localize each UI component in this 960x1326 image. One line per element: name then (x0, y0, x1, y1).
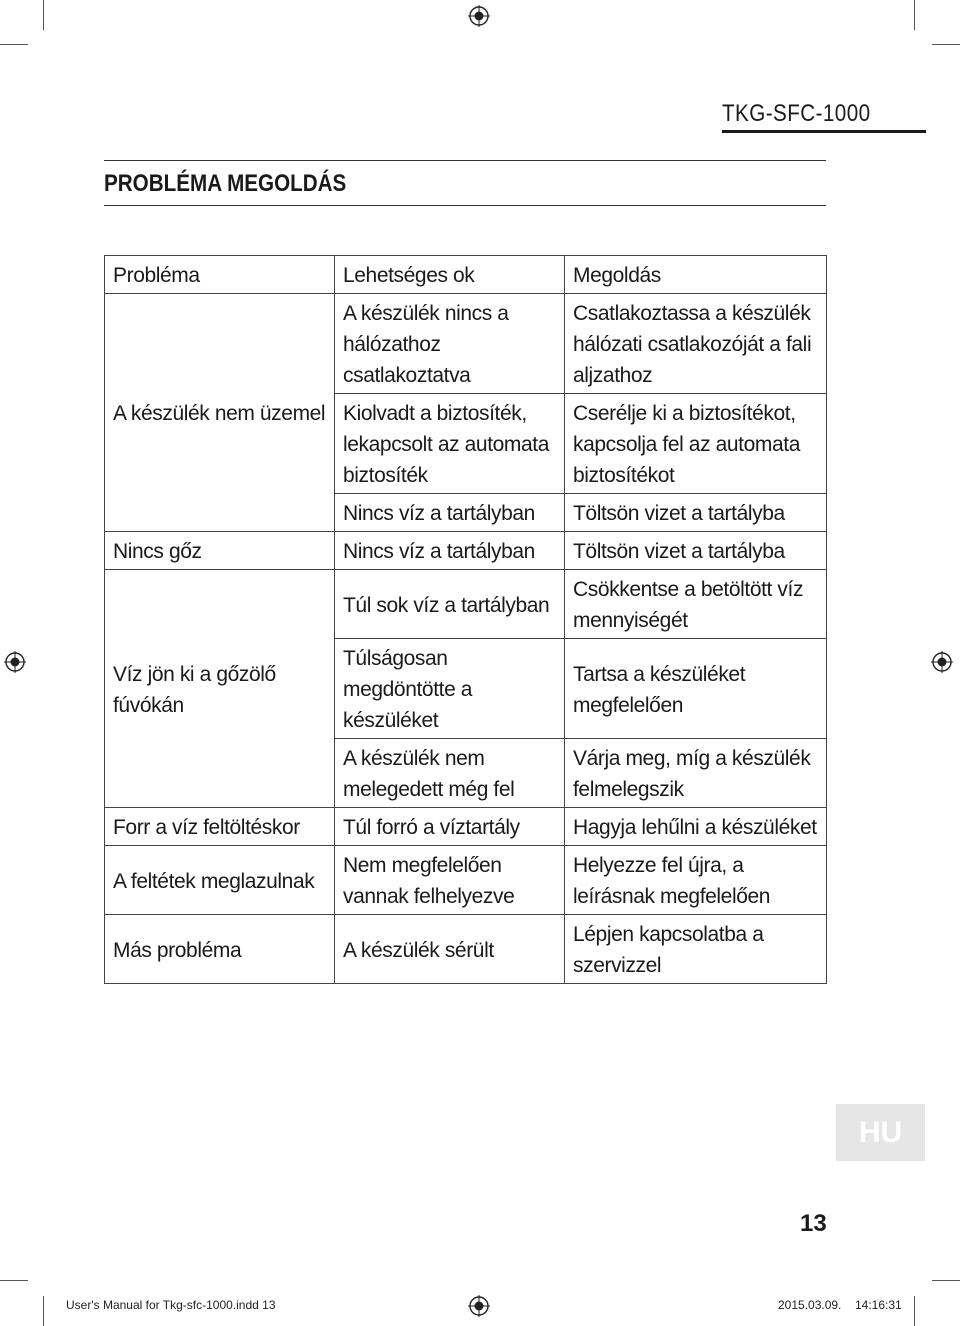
footer-file-name: User's Manual for Tkg-sfc-1000.indd 13 (66, 1298, 276, 1312)
registration-mark-right-icon (931, 651, 953, 673)
crop-mark-bottom-right-v (914, 1296, 915, 1326)
solution-cell: Cserélje ki a biztosítékot, kapcsolja fel az automata biztosítékot (565, 394, 827, 494)
language-tab: HU (836, 1104, 925, 1161)
cause-cell: A készülék nincs a hálózathoz csatlakoztatva (335, 294, 565, 394)
crop-mark-top-right-v (914, 0, 915, 30)
cause-cell: Nincs víz a tartályban (335, 532, 565, 570)
page-title: PROBLÉMA MEGOLDÁS (104, 170, 347, 197)
solution-cell: Várja meg, míg a készülék felmelegszik (565, 739, 827, 808)
solution-cell: Töltsön vizet a tartályba (565, 532, 827, 570)
table-row (105, 808, 827, 846)
footer-time: 14:16:31 (855, 1298, 902, 1312)
cause-cell: Túl forró a víztartály (335, 808, 565, 846)
problem-cell: A készülék nem üzemel (105, 294, 335, 532)
crop-mark-top-left-v (43, 0, 44, 30)
crop-mark-top-left-h (0, 44, 28, 45)
problem-cell: Víz jön ki a gőzölő fúvókán (105, 570, 335, 808)
table-row (105, 532, 827, 570)
cause-cell: Nincs víz a tartályban (335, 494, 565, 532)
solution-cell: Helyezze fel újra, a leírásnak megfelelően (565, 846, 827, 915)
crop-mark-bottom-left-h (0, 1280, 28, 1281)
table-header-row (105, 256, 827, 294)
crop-mark-top-right-h (932, 44, 960, 45)
cause-cell: Túl sok víz a tartályban (335, 570, 565, 639)
footer-date: 2015.03.09. (778, 1298, 842, 1312)
model-number: TKG-SFC-1000 (722, 100, 871, 127)
crop-mark-bottom-right-h (932, 1280, 960, 1281)
header-cause: Lehetséges ok (335, 256, 565, 294)
registration-mark-top-icon (468, 5, 490, 27)
crop-mark-bottom-left-v (43, 1296, 44, 1326)
cause-cell: A készülék sérült (335, 915, 565, 984)
problem-cell: Nincs gőz (105, 532, 335, 570)
table-row (105, 570, 827, 639)
table-row (105, 294, 827, 394)
table-row (105, 846, 827, 915)
cause-cell: Kiolvadt a biztosíték, lekapcsolt az automata biztosíték (335, 394, 565, 494)
cause-cell: A készülék nem melegedett még fel (335, 739, 565, 808)
problem-cell: Forr a víz feltöltéskor (105, 808, 335, 846)
solution-cell: Csökkentse a betöltött víz mennyiségét (565, 570, 827, 639)
problem-cell: A feltétek meglazulnak (105, 846, 335, 915)
table-row (105, 915, 827, 984)
title-bottom-rule (104, 205, 826, 206)
solution-cell: Töltsön vizet a tartályba (565, 494, 827, 532)
problem-cell: Más probléma (105, 915, 335, 984)
page-number: 13 (800, 1210, 827, 1237)
header-problem: Probléma (105, 256, 335, 294)
registration-mark-left-icon (4, 651, 26, 673)
solution-cell: Csatlakoztassa a készülék hálózati csatlakozóját a fali aljzathoz (565, 294, 827, 394)
cause-cell: Nem megfelelően vannak felhelyezve (335, 846, 565, 915)
solution-cell: Lépjen kapcsolatba a szervizzel (565, 915, 827, 984)
cause-cell: Túlságosan megdöntötte a készüléket (335, 639, 565, 739)
title-top-rule (104, 160, 826, 161)
troubleshooting-table (104, 255, 827, 984)
solution-cell: Hagyja lehűlni a készüléket (565, 808, 827, 846)
header-solution: Megoldás (565, 256, 827, 294)
model-underline (722, 130, 926, 133)
registration-mark-bottom-icon (468, 1295, 490, 1317)
solution-cell: Tartsa a készüléket megfelelően (565, 639, 827, 739)
